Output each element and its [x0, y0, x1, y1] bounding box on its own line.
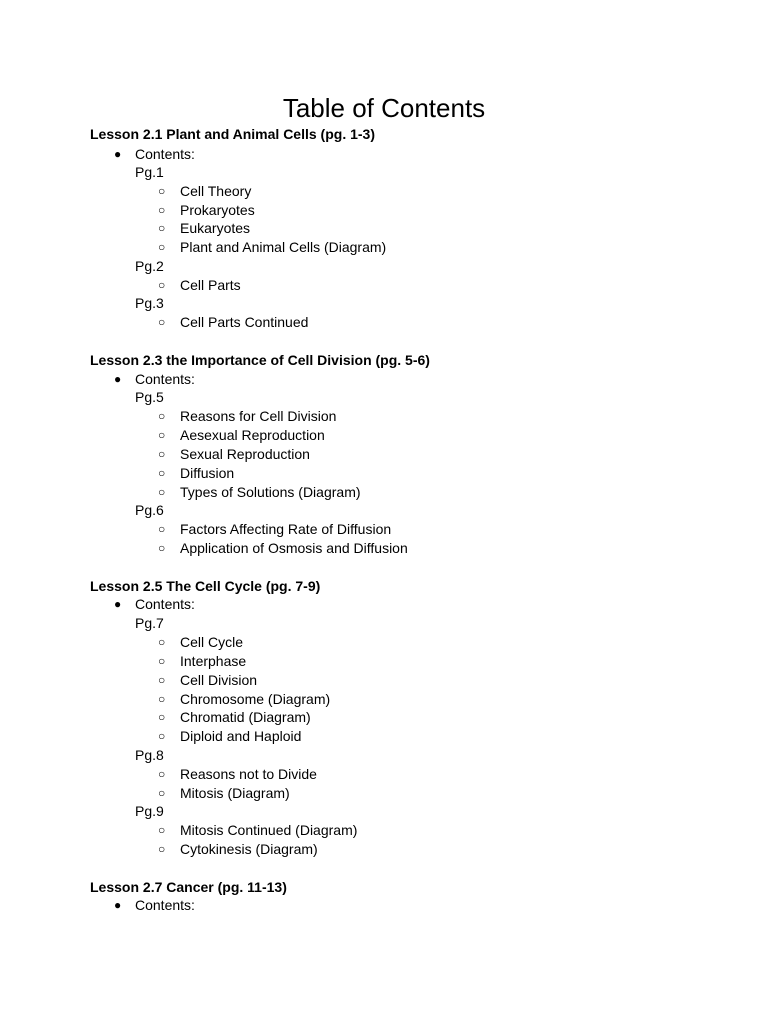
lesson-heading: Lesson 2.1 Plant and Animal Cells (pg. 1-3)	[90, 126, 375, 142]
bullet-circle-icon: ○	[158, 409, 166, 423]
bullet-disc-icon: ●	[114, 898, 122, 912]
list-item: Factors Affecting Rate of Diffusion	[180, 521, 392, 537]
contents-label: Contents:	[135, 371, 195, 387]
list-item: Aesexual Reproduction	[180, 427, 325, 443]
page-label: Pg.3	[135, 295, 164, 311]
bullet-circle-icon: ○	[158, 635, 166, 649]
bullet-circle-icon: ○	[158, 522, 166, 536]
bullet-circle-icon: ○	[158, 654, 166, 668]
bullet-disc-icon: ●	[114, 147, 122, 161]
list-item: Prokaryotes	[180, 202, 255, 218]
bullet-circle-icon: ○	[158, 710, 166, 724]
bullet-circle-icon: ○	[158, 767, 166, 781]
bullet-circle-icon: ○	[158, 692, 166, 706]
list-item: Plant and Animal Cells (Diagram)	[180, 239, 387, 255]
bullet-circle-icon: ○	[158, 823, 166, 837]
bullet-circle-icon: ○	[158, 786, 166, 800]
page-label: Pg.6	[135, 502, 164, 518]
list-item: Reasons not to Divide	[180, 766, 317, 782]
page-label: Pg.5	[135, 389, 164, 405]
list-item: Types of Solutions (Diagram)	[180, 484, 361, 500]
lesson-heading: Lesson 2.7 Cancer (pg. 11-13)	[90, 879, 287, 895]
page-label: Pg.9	[135, 803, 164, 819]
list-item: Reasons for Cell Division	[180, 408, 337, 424]
list-item: Mitosis Continued (Diagram)	[180, 822, 358, 838]
page-label: Pg.2	[135, 258, 164, 274]
list-item: Interphase	[180, 653, 247, 669]
bullet-circle-icon: ○	[158, 203, 166, 217]
bullet-circle-icon: ○	[158, 541, 166, 555]
bullet-circle-icon: ○	[158, 278, 166, 292]
lesson-heading: Lesson 2.5 The Cell Cycle (pg. 7-9)	[90, 578, 321, 594]
bullet-disc-icon: ●	[114, 372, 122, 386]
bullet-circle-icon: ○	[158, 485, 166, 499]
page-label: Pg.7	[135, 615, 164, 631]
bullet-circle-icon: ○	[158, 184, 166, 198]
list-item: Cell Division	[180, 672, 258, 688]
contents-label: Contents:	[135, 146, 195, 162]
list-item: Application of Osmosis and Diffusion	[180, 540, 408, 556]
bullet-circle-icon: ○	[158, 466, 166, 480]
list-item: Cell Parts	[180, 277, 241, 293]
contents-label: Contents:	[135, 897, 195, 913]
list-item: Sexual Reproduction	[180, 446, 310, 462]
list-item: Eukaryotes	[180, 220, 251, 236]
bullet-circle-icon: ○	[158, 673, 166, 687]
page-title: Table of Contents	[282, 93, 486, 123]
list-item: Diploid and Haploid	[180, 728, 302, 744]
bullet-circle-icon: ○	[158, 315, 166, 329]
bullet-circle-icon: ○	[158, 447, 166, 461]
contents-label: Contents:	[135, 596, 195, 612]
list-item: Cytokinesis (Diagram)	[180, 841, 318, 857]
list-item: Chromatid (Diagram)	[180, 709, 311, 725]
bullet-circle-icon: ○	[158, 240, 166, 254]
bullet-circle-icon: ○	[158, 842, 166, 856]
list-item: Chromosome (Diagram)	[180, 691, 331, 707]
list-item: Cell Cycle	[180, 634, 244, 650]
bullet-circle-icon: ○	[158, 221, 166, 235]
list-item: Mitosis (Diagram)	[180, 785, 290, 801]
page-label: Pg.1	[135, 164, 164, 180]
bullet-circle-icon: ○	[158, 428, 166, 442]
list-item: Cell Theory	[180, 183, 252, 199]
list-item: Cell Parts Continued	[180, 314, 309, 330]
bullet-disc-icon: ●	[114, 597, 122, 611]
page-label: Pg.8	[135, 747, 164, 763]
list-item: Diffusion	[180, 465, 235, 481]
bullet-circle-icon: ○	[158, 729, 166, 743]
lesson-heading: Lesson 2.3 the Importance of Cell Division (pg. 5-6)	[90, 352, 430, 368]
